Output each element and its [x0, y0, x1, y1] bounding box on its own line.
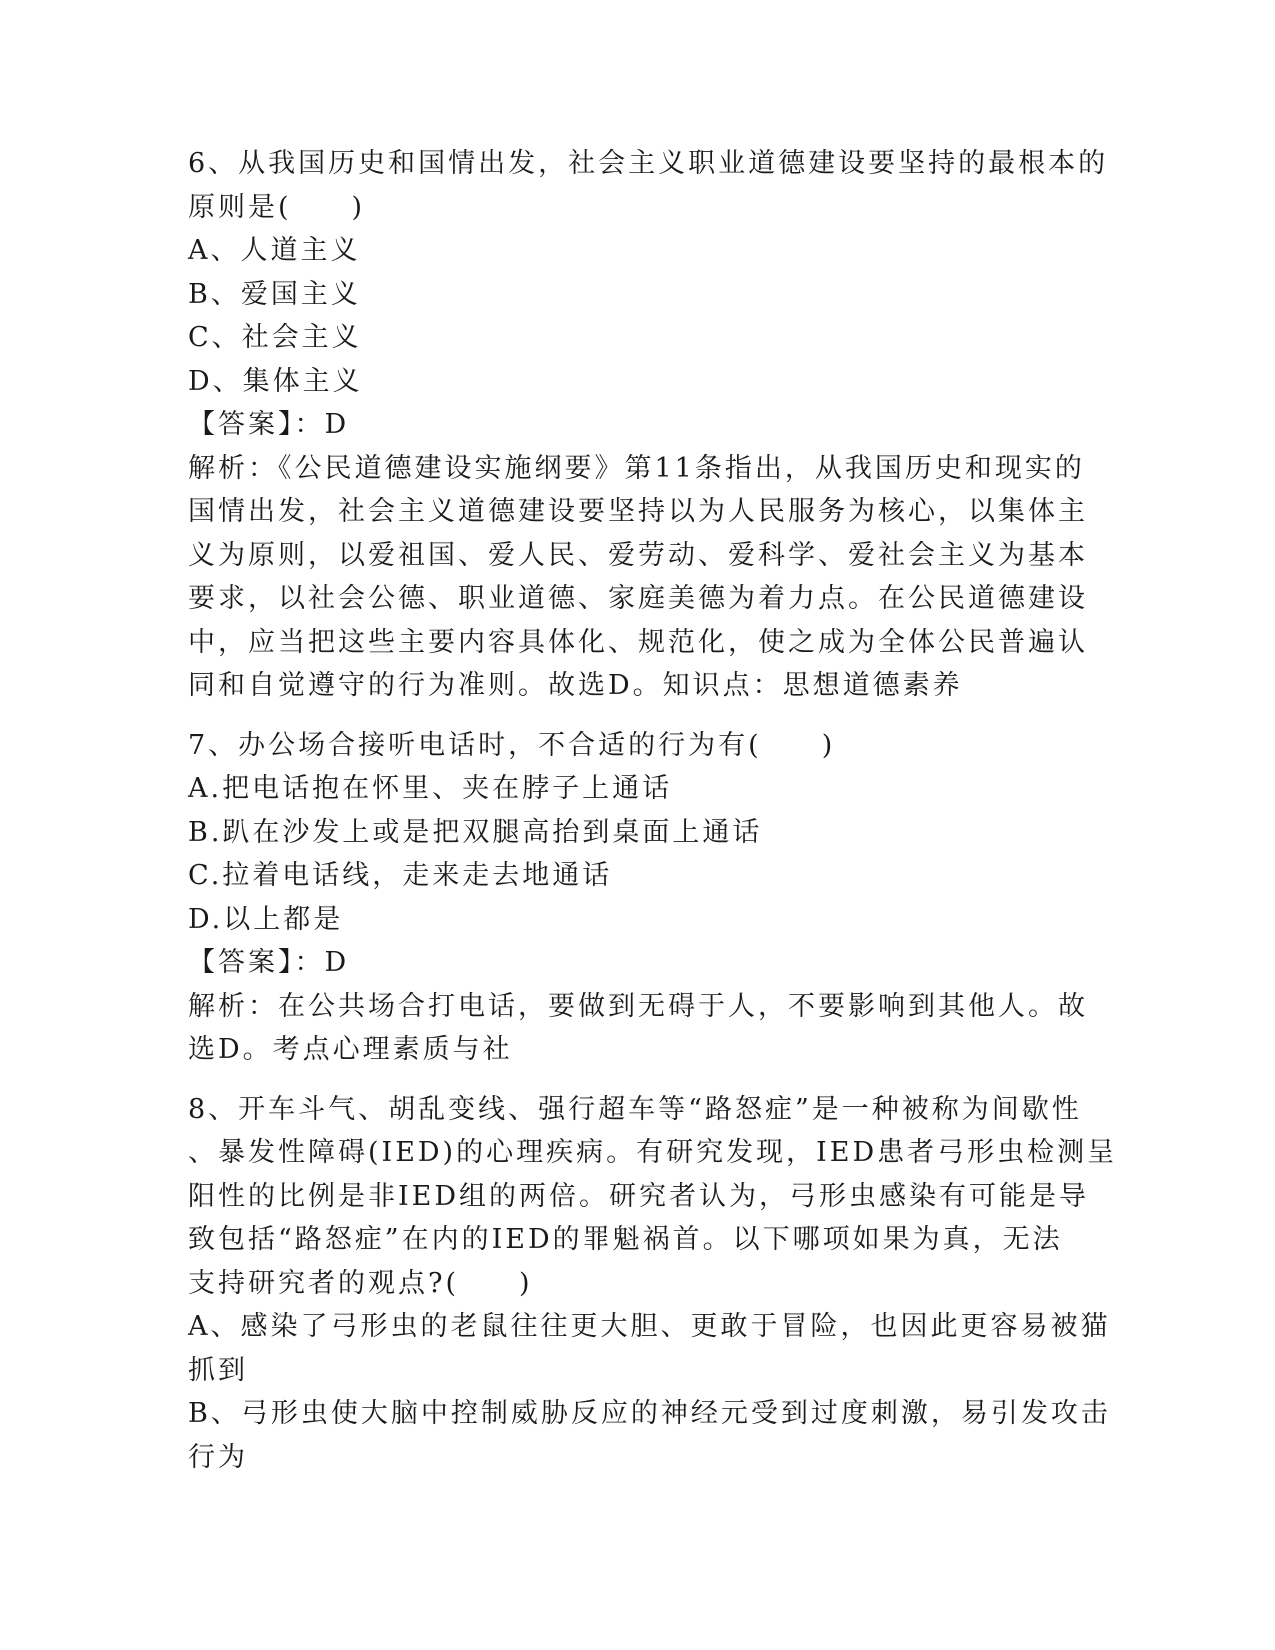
option-d: D.以上都是: [188, 903, 344, 935]
option-d: D、集体主义: [188, 365, 363, 397]
question-stem: 、暴发性障碍(IED)的心理疾病。有研究发现，IED患者弓形虫检测呈: [188, 1137, 1118, 1168]
analysis-line: 义为原则，以爱祖国、爱人民、爱劳动、爱科学、爱社会主义为基本: [188, 539, 1088, 571]
question-stem: 阳性的比例是非IED组的两倍。研究者认为，弓形虫感染有可能是导: [188, 1180, 1090, 1212]
option-a-continued: 抓到: [188, 1354, 248, 1386]
question-6: [188, 142, 1109, 708]
question-stem: 原则是( ): [188, 191, 366, 223]
analysis-line: 中，应当把这些主要内容具体化、规范化，使之成为全体公民普遍认: [188, 626, 1088, 658]
analysis-line: 选D。考点心理素质与社: [188, 1034, 513, 1065]
analysis-line: 解析：《公民道德建设实施纲要》第11条指出，从我国历史和现实的: [188, 452, 1085, 484]
spacer: [188, 708, 1088, 724]
spacer: [188, 1072, 1088, 1088]
answer: 【答案】：D: [188, 409, 350, 440]
analysis-line: 解析：在公共场合打电话，要做到无碍于人，不要影响到其他人。故: [188, 990, 1088, 1022]
option-c: C、社会主义: [188, 322, 362, 353]
analysis-line: 同和自觉遵守的行为准则。故选D。知识点：思想道德素养: [188, 670, 963, 701]
question-stem: 7、办公场合接听电话时，不合适的行为有( ): [188, 729, 836, 761]
option-a: A.把电话抱在怀里、夹在脖子上通话: [188, 773, 673, 804]
option-b: B、弓形虫使大脑中控制威胁反应的神经元受到过度刺激，易引发攻击: [188, 1398, 1111, 1429]
question-stem: 8、开车斗气、胡乱变线、强行超车等“路怒症”是一种被称为间歇性: [188, 1093, 1082, 1125]
option-c: C.拉着电话线，走来走去地通话: [188, 860, 613, 891]
question-7: [188, 724, 1088, 1072]
answer: 【答案】：D: [188, 947, 350, 978]
option-b: B、爱国主义: [188, 278, 361, 310]
option-b: B.趴在沙发上或是把双腿高抬到桌面上通话: [188, 816, 763, 848]
question-8: [188, 1088, 1118, 1480]
option-a: A、感染了弓形虫的老鼠往往更大胆、更敢于冒险，也因此更容易被猫: [188, 1311, 1111, 1342]
analysis-line: 国情出发，社会主义道德建设要坚持以为人民服务为核心，以集体主: [188, 496, 1088, 527]
analysis-line: 要求，以社会公德、职业道德、家庭美德为着力点。在公民道德建设: [188, 583, 1088, 614]
option-a: A、人道主义: [188, 235, 361, 266]
question-stem: 支持研究者的观点?( ): [188, 1267, 533, 1299]
question-stem: 致包括“路怒症”在内的IED的罪魁祸首。以下哪项如果为真，无法: [188, 1224, 1063, 1255]
document-page: [188, 142, 1118, 1479]
question-stem: 6、从我国历史和国情出发，社会主义职业道德建设要坚持的最根本的: [188, 148, 1109, 179]
option-b-continued: 行为: [188, 1441, 248, 1473]
